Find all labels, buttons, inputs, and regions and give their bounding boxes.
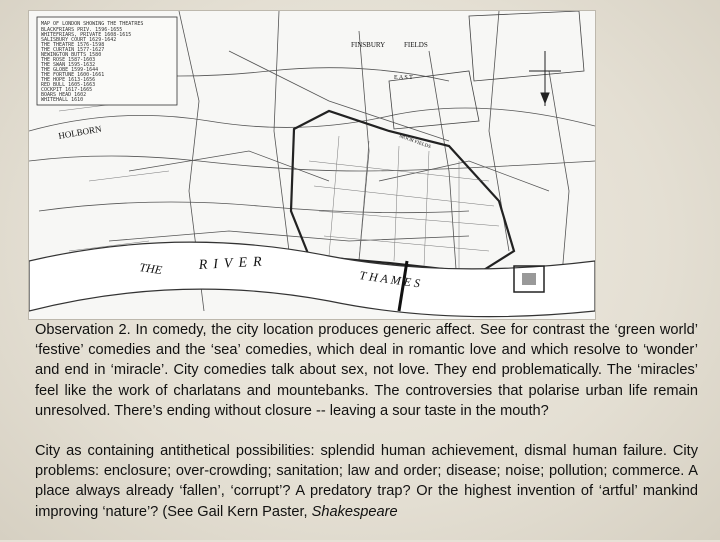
map-legend-row: BLACKFRIARS PRIV. 1596-1655 <box>41 27 123 33</box>
map-legend-row: WHITEHALL 1610 <box>41 97 84 103</box>
map-legend-row: SALISBURY COURT 1629-1642 <box>41 37 117 43</box>
map-legend-row: BOARS HEAD 1602 <box>41 92 87 98</box>
map-legend-row: THE FORTUNE 1600-1661 <box>41 72 105 78</box>
map-legend-row: WHITEFRIARS, PRIVATE 1608-1615 <box>41 32 132 38</box>
observation-paragraph: Observation 2. In comedy, the city location produces generic affect. See for contrast the ‘green world’ ‘festive’ comedies and the ‘sea’ comedies, which deal in romantic love and which resolve to ‘wonder’ and end in ‘miracle’. City comedies talk about sex, not love. They end problematically. The ‘miracles’ feel like the work of charlatans and mountebanks. The controversies that polarise urban life remain unresolved. There’s ending without closure -- leaving a sour taste in the mouth? <box>35 322 698 419</box>
map-legend-row: THE HOPE 1613-1656 <box>41 77 96 83</box>
compass-icon <box>529 51 561 106</box>
map-legend-title: MAP OF LONDON SHOWING THE THEATRES <box>41 21 144 27</box>
map-legend-row: THE SWAN 1595-1632 <box>41 62 96 68</box>
city-paragraph-title: Shakespeare <box>311 503 398 520</box>
city-paragraph <box>35 441 698 522</box>
label-the: THE <box>138 260 163 278</box>
map-legend-row: RED BULL 1605-1663 <box>41 82 96 88</box>
label-river: RIVER <box>198 254 268 273</box>
finsbury-fields-outline <box>469 11 584 81</box>
map-legend-row: THE THEATRE 1576-1598 <box>41 42 105 48</box>
map-legend-row: COCKPIT 1617-1665 <box>41 87 93 93</box>
map-legend-row: NEWINGTON BUTTS 1580 <box>41 52 102 58</box>
city-paragraph-text: City as containing antithetical possibilities: splendid human achievement, dismal human failure. City problems: enclosure; over-crowding; sanitation; law and order; disease; noise; pollution; commerce. A place always already ‘fallen’, ‘corrupt’? A predatory trap? Or the highest invention of ‘artful’ mankind improving ‘nature’? (See Gail Kern Paster, <box>35 443 698 520</box>
label-finsbury: FINSBURY <box>351 41 386 49</box>
label-moorfields: MOOR FIELDS <box>398 134 432 151</box>
tower-keep <box>522 273 536 285</box>
map-legend-row: THE GLOBE 1599-1644 <box>41 67 99 73</box>
map-drawing <box>29 11 595 319</box>
label-fields: FIELDS <box>404 41 428 49</box>
slide-text <box>35 320 698 542</box>
label-holborn: HOLBORN <box>57 123 103 141</box>
block-texture <box>59 101 499 269</box>
london-map <box>28 10 596 320</box>
label-east: E A S T <box>394 75 413 81</box>
map-legend-row: THE ROSE 1587-1603 <box>41 57 96 63</box>
map-legend-row: THE CURTAIN 1577-1627 <box>41 47 105 53</box>
label-thames: THAMES <box>358 268 424 291</box>
